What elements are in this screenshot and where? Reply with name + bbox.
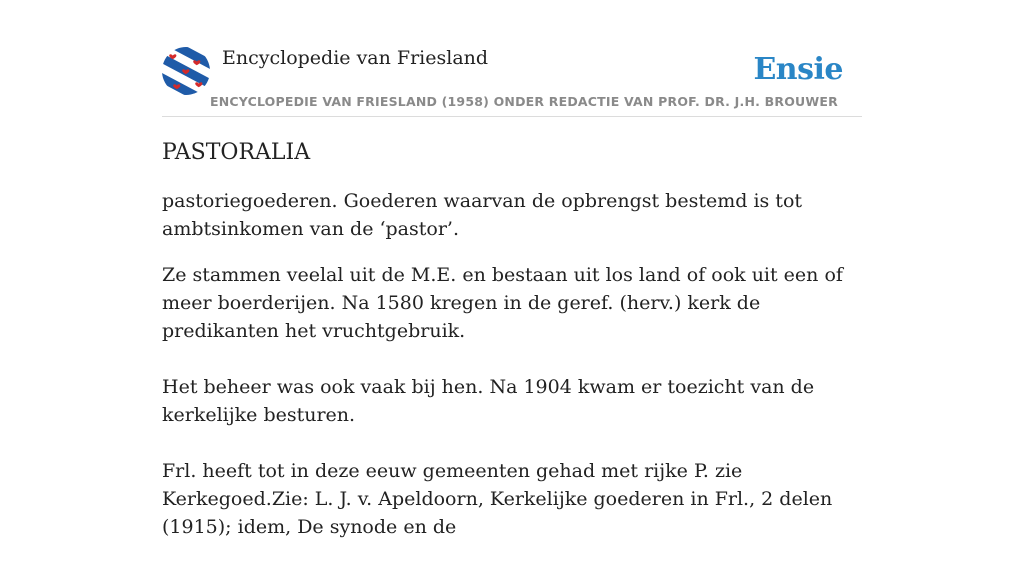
frisian-flag-icon[interactable]	[162, 47, 210, 95]
article-body	[162, 140, 862, 569]
article-lead: pastoriegoederen. Goederen waarvan de opbrengst bestemd is tot ambtsinkomen van de ‘pastor’.	[162, 190, 803, 240]
article-paragraph: Ze stammen veelal uit de M.E. en bestaan uit los land of ook uit een of meer boerderijen. Na 1580 kregen in de geref. (herv.) kerk de predikanten het vruchtgebruik.	[162, 264, 843, 342]
page-title: PASTORALIA	[162, 140, 311, 165]
article-paragraph: Het beheer was ook vaak bij hen. Na 1904 kwam er toezicht van de kerkelijke besturen.	[162, 376, 815, 426]
brand-logo[interactable]: Ensie	[753, 52, 843, 87]
site-title[interactable]: Encyclopedie van Friesland	[222, 47, 489, 69]
site-header	[162, 44, 862, 117]
site-subtitle: ENCYCLOPEDIE VAN FRIESLAND (1958) ONDER REDACTIE VAN PROF. DR. J.H. BROUWER	[210, 94, 838, 109]
article-paragraph: Frl. heeft tot in deze eeuw gemeenten gehad met rijke P. zie Kerkegoed.Zie: L. J. v. Apeldoorn, Kerkelijke goederen in Frl., 2 delen (1915); idem, De synode en de	[162, 460, 833, 538]
